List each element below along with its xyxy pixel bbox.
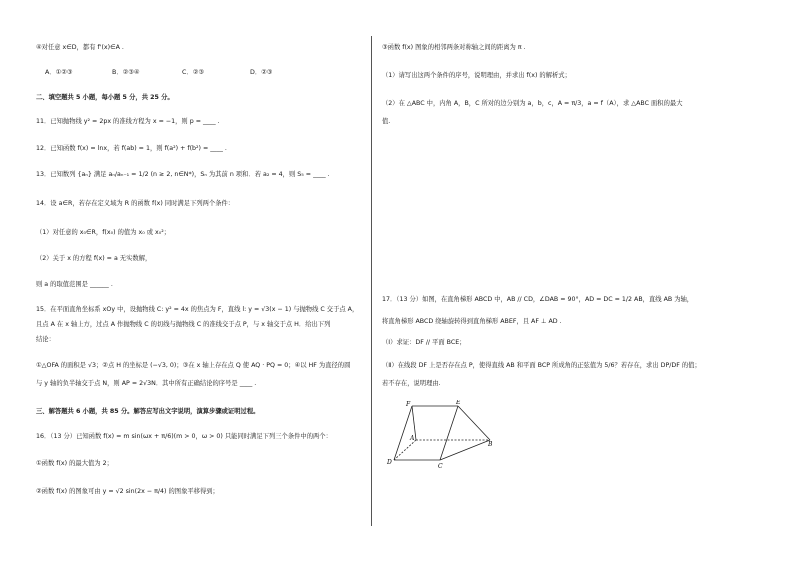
- figure-svg: [382, 400, 494, 472]
- q10-option-b: B．②③④: [112, 69, 140, 76]
- question-13: 13．已知数列 {aₙ} 满足 aₙ/aₙ₋₁ = 1/2 (n ≥ 2, n∈N*)，Sₙ 为其前 n 项和．若 a₂ = 4，则 S₅ = ____ .: [36, 171, 330, 178]
- q16-part-2-line-1: （2）在 △ABC 中，内角 A，B，C 所对的边分别为 a，b，c，A = π/3，a = f（A），求 △ABC 面积的最大: [382, 100, 683, 107]
- label-f: F: [406, 401, 411, 408]
- q15-options-2: 与 y 轴的负半轴交于点 N，则 AP = 2√3N．其中所有正确结论的序号是 ____ .: [36, 380, 257, 387]
- q17-line-1: 17．（13 分）如图，在直角梯形 ABCD 中，AB // CD，∠DAB = 90°，AD = DC = 1/2 AB，直线 AB 为轴，: [382, 296, 694, 303]
- q14-stem: 14．设 a∈R，若存在定义域为 R 的函数 f(x) 同时满足下列两个条件：: [36, 200, 235, 207]
- label-e: E: [456, 400, 461, 406]
- question-12: 12．已知函数 f(x) = lnx，若 f(ab) = 1，则 f(a²) + f(b²) = ____ .: [36, 145, 227, 152]
- q16-stem: 16．（13 分）已知函数 f(x) = m sin(ωx + π/6)(m > 0，ω > 0) 只能同时满足下列三个条件中的两个：: [36, 433, 332, 440]
- q16-condition-1: ①函数 f(x) 的最大值为 2；: [36, 460, 113, 467]
- edge-ec: [440, 406, 458, 460]
- label-b: B: [488, 441, 493, 448]
- q16-part-1: （1）请写出这两个条件的序号，说明理由，并求出 f(x) 的解析式；: [382, 72, 571, 79]
- q10-option-c: C．②③: [182, 69, 204, 76]
- q10-option-a: A．①②③: [45, 69, 73, 76]
- q16-condition-3: ③函数 f(x) 图象的相邻两条对称轴之间的距离为 π .: [382, 44, 526, 51]
- section-2-title: 二、填空题共 5 小题，每小题 5 分，共 25 分。: [36, 94, 174, 101]
- q15-line-1: 15．在平面直角坐标系 xOy 中，设抛物线 C: y² = 4x 的焦点为 F，直线 l: y = √3(x − 1) 与抛物线 C 交于点 A，: [36, 306, 359, 313]
- q14-condition-2: （2）关于 x 的方程 f(x) = a 无实数解，: [36, 255, 152, 262]
- q10-option-d: D．②③: [250, 69, 273, 76]
- label-d: D: [387, 459, 392, 466]
- q15-line-3: 结论：: [36, 336, 55, 343]
- q16-condition-2: ②函数 f(x) 的图象可由 y = √2 sin(2x − π/4) 的图象平移得到；: [36, 488, 219, 495]
- q17-line-2: 将直角梯形 ABCD 绕轴旋转得到直角梯形 ABEF，且 AF ⊥ AD .: [382, 318, 562, 325]
- q10-condition-4: ④对任意 x∈D，都有 f'(x)∈A .: [36, 44, 124, 51]
- q15-options-1: ①△OFA 的面积是 √3；②点 H 的坐标是 (−√3, 0)；③在 x 轴上存在点 Q 使 AQ · PQ = 0；④以 HF 为直径的圆: [36, 362, 351, 369]
- q16-part-2-line-2: 值.: [382, 118, 391, 125]
- question-11: 11．已知抛物线 y² = 2px 的准线方程为 x = −1，则 p = ____ .: [36, 118, 220, 125]
- edge-cb: [440, 440, 490, 460]
- label-c: C: [438, 463, 443, 470]
- q17-trapezoid-figure: [382, 400, 494, 472]
- q17-part-2-line-1: （Ⅱ）在线段 DF 上是否存在点 P，使得直线 AB 和平面 BCP 所成角的正弦值为 5/6？若存在，求出 DP/DF 的值；: [382, 362, 701, 369]
- q15-line-2: 且点 A 在 x 轴上方，过点 A 作抛物线 C 的切线与抛物线 C 的准线交于点 P，与 x 轴交于点 H．给出下列: [36, 321, 331, 328]
- right-column: [374, 0, 794, 562]
- q17-part-1: （Ⅰ）求证：DF // 平面 BCE；: [382, 339, 466, 346]
- column-divider: [371, 36, 372, 526]
- q14-tail: 则 a 的取值范围是 ______ .: [36, 281, 113, 288]
- label-a: A: [410, 435, 415, 442]
- q17-part-2-line-2: 若不存在，说明理由.: [382, 380, 441, 387]
- left-column: [0, 0, 372, 562]
- q14-condition-1: （1）对任意的 x₀∈R，f(x₀) 的值为 x₀ 或 x₀²；: [36, 229, 171, 236]
- section-3-title: 三、解答题共 6 小题，共 85 分。解答应写出文字说明，演算步骤或证明过程。: [36, 408, 260, 415]
- edge-eb: [458, 406, 490, 440]
